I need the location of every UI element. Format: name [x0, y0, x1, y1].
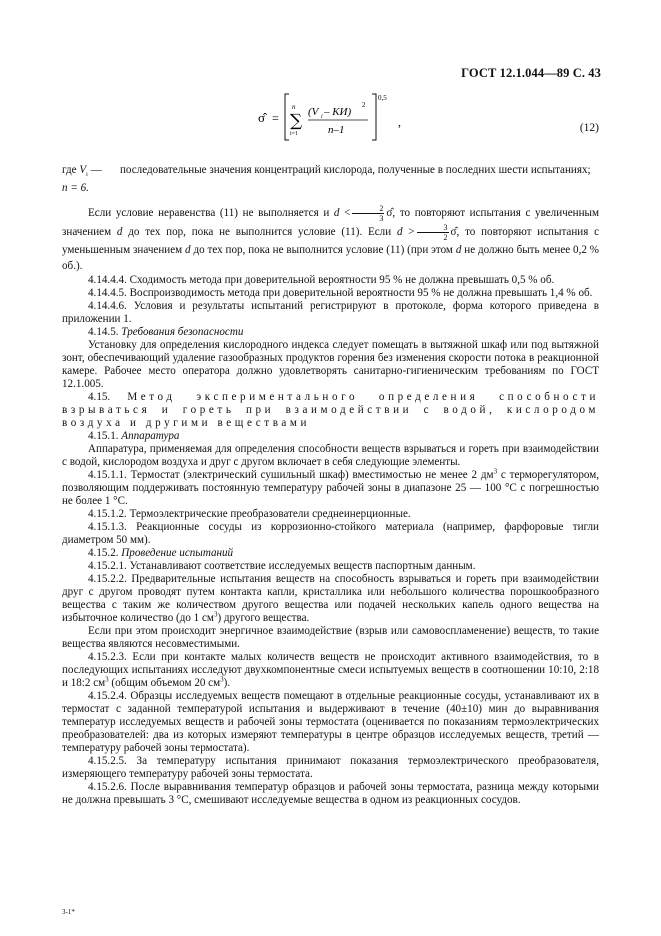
section-4-15: 4.15. Метод экспериментального определения способности взрываться и гореть при взаимодействии с водой, кислородом воздуха и другими веществами [62, 391, 599, 430]
page-footer-mark: 3-1* [62, 908, 75, 916]
power: 0,5 [378, 94, 387, 102]
para-4-15-1-3: 4.15.1.3. Реакционные сосуды из коррозионно-стойкого материала (например, фарфоровые тигли диаметром 50 мм). [62, 521, 599, 547]
para-apparatus: Аппаратура, применяемая для определения способности веществ взрываться и гореть при взаимодействии с водой, кислородом воздуха и друг с другом включает в себя следующие элементы. [62, 443, 599, 469]
page-header: ГОСТ 12.1.044—89 С. 43 [461, 66, 601, 80]
para-4-15-1-2: 4.15.1.2. Термоэлектрические преобразователи среднеинерционные. [88, 508, 411, 521]
formula-12 [256, 88, 426, 144]
para-4-15-2-4: 4.15.2.4. Образцы исследуемых веществ помещают в отдельные реакционные сосуды, устанавливают их в термостат с заданной температурой испытания и выдерживают в течение (40±10) мин до выравнивания температур исследуемых веществ и рабочей зоны термостата (оценивается по показаниям термоэлектрических преобразователей: два из которых измеряют температуры в центре образцов исследуемых веществ, третий — температуру рабочей зоны термостата). [62, 690, 599, 755]
para-condition: Если условие неравенства (11) не выполняется и d < $\frac{2}{3}$ σ̂, то повторяют испытания с увеличенным значением d до тех пор, пока не выполнится условие (11). Если d > $\frac{3}{2}$ σ̂, то повторяют испытания с уменьшенным значением d до тех пор, пока не выполнится условие (11) (при этом d не должно быть менее 0,2 % об.). [62, 204, 600, 273]
right-bracket [372, 94, 376, 140]
para-4-15-1-1: 4.15.1.1. Термостат (электрический сушильный шкаф) вместимостью не менее 2 $дм^3$ с терморегулятором, позволяющим поддерживать постоянную температуру рабочей зоны в диапазоне 25 — 100 °С с погрешностью не более 1 °С. [62, 467, 599, 508]
sum-bottom: i=1 [290, 131, 299, 137]
para-4-15-2-3: 4.15.2.3. Если при контакте малых количеств веществ не происходит активного взаимодействия, то в последующих испытаниях исследуют двухкомпонентные смеси испытуемых веществ в соотношении 10:10, 2:18 и 18:2 $см^3$ (общим объемом 20 $см^3$). [62, 651, 599, 690]
where-block [62, 164, 599, 182]
sum-symbol: ∑ [290, 111, 303, 131]
denominator: n–1 [328, 124, 345, 136]
equation-number: (12) [579, 122, 599, 134]
left-bracket [285, 94, 289, 140]
section-4-15-1: 4.15.1. Аппаратура [88, 430, 180, 443]
formula-trail: , [398, 115, 401, 129]
numerator-open: (V [308, 106, 319, 118]
numerator-rest: – КИ) [324, 106, 352, 118]
para-incompatible: Если при этом происходит энергичное взаимодействие (взрыв или самовоспламенение) веществ, то такие вещества являются несовместимыми. [62, 625, 599, 651]
para-safety: Установку для определения кислородного индекса следует помещать в вытяжной шкаф или под вытяжной зонт, обеспечивающий удаление газообразных продуктов горения без изменения скорости потока в реакционной камере. Рабочее место оператора должно удовлетворять санитарно-гигиеническим требованиям по ГОСТ 12.1.005. [62, 339, 599, 391]
body-text [62, 164, 599, 807]
numerator-sup: 2 [362, 101, 366, 109]
where-label: где $V_i$ — [62, 164, 102, 179]
para-4-15-2-5: 4.15.2.5. За температуру испытания принимают показания термоэлектрического преобразователя, измеряющего температуру рабочей зоны термостата. [62, 755, 599, 781]
para-4-15-2-6: 4.15.2.6. После выравнивания температур образцов и рабочей зоны термостата, разница между которыми не должна превышать 3 °С, смешивают исследуемые вещества в одном из реакционных сосудов. [62, 781, 599, 807]
para-4-15-2-1: 4.15.2.1. Устанавливают соответствие исследуемых веществ паспортным данным. [88, 560, 476, 573]
section-4-14-5: 4.14.5. Требования безопасности [88, 326, 244, 339]
formula-lhs: σ̂ [258, 110, 266, 125]
formula-equals: = [272, 111, 279, 125]
para-4-14-4-5: 4.14.4.5. Воспроизводимость метода при доверительной вероятности 95 % не должна превышать 1,4 % об. [88, 287, 593, 300]
numerator-sub: i [321, 114, 323, 120]
para-4-14-4-6: 4.14.4.6. Условия и результаты испытаний регистрируют в протоколе, форма которого приведена в приложении 1. [62, 300, 599, 326]
n-line: n = 6. [62, 182, 89, 195]
where-desc: последовательные значения концентраций кислорода, полученные в последних шести испытаниях; [120, 164, 591, 176]
section-4-15-2: 4.15.2. Проведение испытаний [88, 547, 234, 560]
para-4-14-4-4: 4.14.4.4. Сходимость метода при доверительной вероятности 95 % не должна превышать 0,5 % об. [88, 274, 555, 287]
para-4-15-2-2: 4.15.2.2. Предварительные испытания веществ на способность взрываться и гореть при взаимодействии друг с другом проводят путем контакта капли, кристаллика или небольшого количества порошкообразного вещества с таким же количеством другого вещества или подачей нескольких капель одного вещества на избыточное количество (до 1 $см^3$) другого вещества. [62, 573, 599, 625]
sum-top: n [292, 103, 296, 111]
